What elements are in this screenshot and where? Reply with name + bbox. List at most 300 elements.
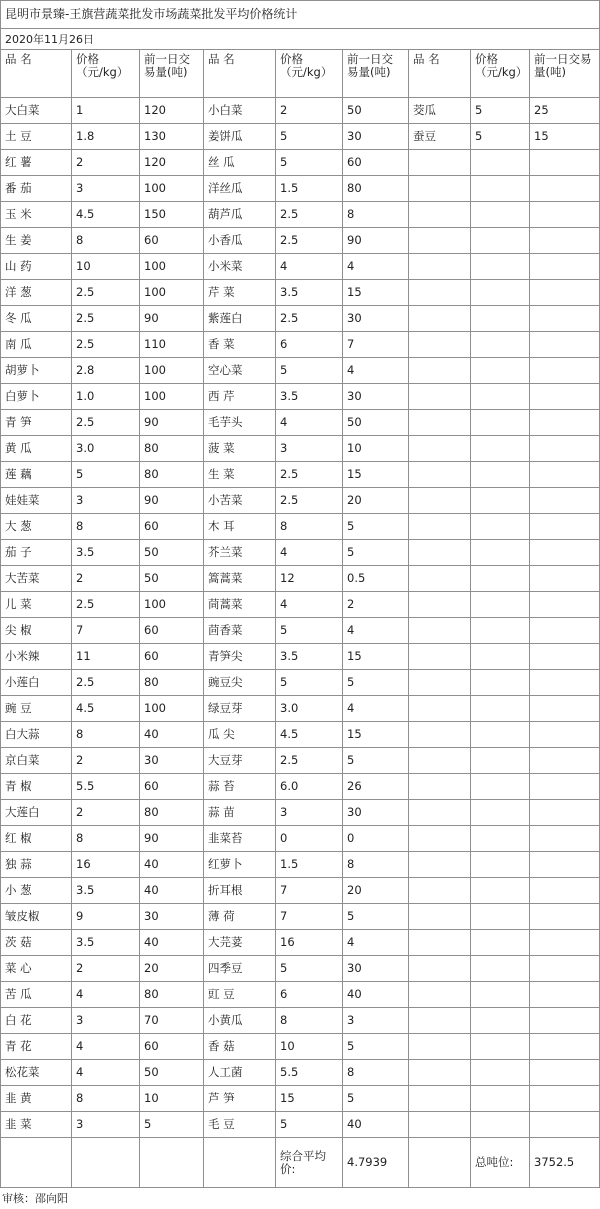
item-price-cell: 2.5 bbox=[276, 306, 343, 332]
table-row bbox=[1, 904, 600, 930]
item-name-cell bbox=[409, 332, 471, 358]
item-volume-cell: 110 bbox=[140, 332, 204, 358]
item-name-cell: 茄 子 bbox=[1, 540, 72, 566]
item-name-cell: 茭瓜 bbox=[409, 98, 471, 124]
item-name-cell: 冬 瓜 bbox=[1, 306, 72, 332]
item-volume-cell bbox=[530, 254, 600, 280]
item-volume-cell: 7 bbox=[343, 332, 409, 358]
table-row bbox=[1, 150, 600, 176]
item-volume-cell: 5 bbox=[140, 1112, 204, 1138]
item-volume-cell: 3 bbox=[343, 1008, 409, 1034]
item-price-cell: 2.5 bbox=[276, 462, 343, 488]
item-name-cell: 茼蒿菜 bbox=[204, 592, 276, 618]
item-name-cell: 四季豆 bbox=[204, 956, 276, 982]
item-price-cell bbox=[471, 956, 530, 982]
item-price-cell: 2.8 bbox=[72, 358, 140, 384]
item-price-cell: 4 bbox=[276, 540, 343, 566]
item-price-cell bbox=[471, 1060, 530, 1086]
item-name-cell bbox=[409, 540, 471, 566]
item-price-cell: 4 bbox=[72, 982, 140, 1008]
item-volume-cell: 100 bbox=[140, 280, 204, 306]
table-row bbox=[1, 1034, 600, 1060]
item-price-cell: 2.5 bbox=[72, 280, 140, 306]
item-volume-cell bbox=[530, 696, 600, 722]
item-volume-cell bbox=[530, 982, 600, 1008]
item-name-cell: 茴香菜 bbox=[204, 618, 276, 644]
item-name-cell: 瓜 尖 bbox=[204, 722, 276, 748]
item-price-cell bbox=[471, 306, 530, 332]
table-row bbox=[1, 956, 600, 982]
item-name-cell bbox=[409, 1060, 471, 1086]
item-name-cell bbox=[409, 956, 471, 982]
item-name-cell: 大苦菜 bbox=[1, 566, 72, 592]
item-price-cell: 4 bbox=[276, 254, 343, 280]
total-tonnage-value: 3752.5 bbox=[530, 1138, 600, 1188]
item-volume-cell: 90 bbox=[140, 306, 204, 332]
table-row bbox=[1, 878, 600, 904]
item-name-cell: 独 蒜 bbox=[1, 852, 72, 878]
item-volume-cell bbox=[530, 930, 600, 956]
item-price-cell: 8 bbox=[276, 514, 343, 540]
item-name-cell bbox=[409, 852, 471, 878]
table-row bbox=[1, 202, 600, 228]
item-price-cell bbox=[471, 982, 530, 1008]
item-name-cell: 小米辣 bbox=[1, 644, 72, 670]
item-volume-cell bbox=[530, 384, 600, 410]
item-price-cell bbox=[471, 384, 530, 410]
item-price-cell: 6 bbox=[276, 982, 343, 1008]
item-volume-cell: 30 bbox=[343, 306, 409, 332]
item-volume-cell: 100 bbox=[140, 384, 204, 410]
item-price-cell: 3 bbox=[276, 436, 343, 462]
item-volume-cell: 70 bbox=[140, 1008, 204, 1034]
header-cell: 价格（元/kg） bbox=[276, 50, 343, 98]
table-row bbox=[1, 670, 600, 696]
header-row bbox=[1, 50, 600, 98]
item-volume-cell: 150 bbox=[140, 202, 204, 228]
item-volume-cell: 80 bbox=[343, 176, 409, 202]
item-name-cell: 木 耳 bbox=[204, 514, 276, 540]
item-volume-cell: 60 bbox=[140, 228, 204, 254]
item-name-cell: 皱皮椒 bbox=[1, 904, 72, 930]
item-name-cell: 韭 黄 bbox=[1, 1086, 72, 1112]
item-name-cell: 菠 菜 bbox=[204, 436, 276, 462]
item-volume-cell: 40 bbox=[343, 982, 409, 1008]
item-price-cell: 4 bbox=[276, 592, 343, 618]
item-price-cell bbox=[471, 280, 530, 306]
item-name-cell: 毛芋头 bbox=[204, 410, 276, 436]
item-volume-cell bbox=[530, 748, 600, 774]
item-volume-cell bbox=[530, 150, 600, 176]
item-price-cell: 8 bbox=[72, 514, 140, 540]
item-price-cell bbox=[471, 358, 530, 384]
item-name-cell bbox=[409, 826, 471, 852]
item-price-cell bbox=[471, 462, 530, 488]
item-price-cell: 7 bbox=[276, 878, 343, 904]
item-name-cell: 豌 豆 bbox=[1, 696, 72, 722]
item-name-cell: 大豆芽 bbox=[204, 748, 276, 774]
item-name-cell: 豇 豆 bbox=[204, 982, 276, 1008]
item-volume-cell: 8 bbox=[343, 1060, 409, 1086]
item-name-cell: 小白菜 bbox=[204, 98, 276, 124]
item-name-cell: 篙蒿菜 bbox=[204, 566, 276, 592]
empty-cell bbox=[140, 1138, 204, 1188]
item-name-cell: 薄 荷 bbox=[204, 904, 276, 930]
item-volume-cell: 40 bbox=[343, 1112, 409, 1138]
item-price-cell: 3.5 bbox=[276, 644, 343, 670]
item-price-cell: 16 bbox=[72, 852, 140, 878]
item-price-cell bbox=[471, 826, 530, 852]
item-volume-cell: 15 bbox=[343, 280, 409, 306]
item-price-cell: 2.5 bbox=[72, 592, 140, 618]
table-row bbox=[1, 1008, 600, 1034]
item-name-cell: 大莲白 bbox=[1, 800, 72, 826]
item-volume-cell: 80 bbox=[140, 436, 204, 462]
empty-cell bbox=[1, 1138, 72, 1188]
item-volume-cell bbox=[530, 644, 600, 670]
item-name-cell: 黄 瓜 bbox=[1, 436, 72, 462]
item-price-cell: 4 bbox=[72, 1034, 140, 1060]
table-row bbox=[1, 930, 600, 956]
item-price-cell bbox=[471, 904, 530, 930]
item-price-cell bbox=[471, 1112, 530, 1138]
item-name-cell: 菜 心 bbox=[1, 956, 72, 982]
item-price-cell: 1 bbox=[72, 98, 140, 124]
item-price-cell: 5 bbox=[276, 1112, 343, 1138]
item-name-cell: 大白菜 bbox=[1, 98, 72, 124]
item-volume-cell: 15 bbox=[343, 644, 409, 670]
item-volume-cell: 100 bbox=[140, 254, 204, 280]
table-row bbox=[1, 98, 600, 124]
item-price-cell: 2.5 bbox=[72, 306, 140, 332]
item-volume-cell: 2 bbox=[343, 592, 409, 618]
item-price-cell bbox=[471, 930, 530, 956]
item-price-cell: 3.0 bbox=[72, 436, 140, 462]
item-name-cell bbox=[409, 982, 471, 1008]
item-volume-cell: 40 bbox=[140, 878, 204, 904]
item-name-cell: 韭 菜 bbox=[1, 1112, 72, 1138]
header-cell: 前一日交易量(吨) bbox=[343, 50, 409, 98]
item-name-cell: 大 葱 bbox=[1, 514, 72, 540]
item-volume-cell: 130 bbox=[140, 124, 204, 150]
item-volume-cell: 4 bbox=[343, 358, 409, 384]
item-price-cell: 11 bbox=[72, 644, 140, 670]
item-volume-cell bbox=[530, 462, 600, 488]
item-price-cell: 7 bbox=[72, 618, 140, 644]
table-row bbox=[1, 644, 600, 670]
table-row bbox=[1, 696, 600, 722]
item-volume-cell: 5 bbox=[343, 904, 409, 930]
header-cell: 前一日交易量(吨) bbox=[530, 50, 600, 98]
item-price-cell: 4 bbox=[276, 410, 343, 436]
item-price-cell bbox=[471, 150, 530, 176]
item-volume-cell: 30 bbox=[140, 904, 204, 930]
item-volume-cell: 5 bbox=[343, 540, 409, 566]
item-price-cell bbox=[471, 202, 530, 228]
item-price-cell: 2 bbox=[72, 800, 140, 826]
table-row bbox=[1, 176, 600, 202]
item-price-cell: 5 bbox=[72, 462, 140, 488]
item-volume-cell: 4 bbox=[343, 930, 409, 956]
item-price-cell: 16 bbox=[276, 930, 343, 956]
item-volume-cell: 60 bbox=[343, 150, 409, 176]
item-volume-cell bbox=[530, 670, 600, 696]
item-price-cell bbox=[471, 644, 530, 670]
table-row bbox=[1, 722, 600, 748]
item-volume-cell bbox=[530, 904, 600, 930]
item-name-cell bbox=[409, 1034, 471, 1060]
item-price-cell: 2.5 bbox=[276, 488, 343, 514]
table-row bbox=[1, 124, 600, 150]
item-price-cell: 3 bbox=[276, 800, 343, 826]
item-price-cell: 4.5 bbox=[72, 202, 140, 228]
item-price-cell: 2 bbox=[72, 150, 140, 176]
table-row bbox=[1, 306, 600, 332]
item-price-cell: 3.5 bbox=[72, 878, 140, 904]
table-row bbox=[1, 332, 600, 358]
item-name-cell bbox=[409, 696, 471, 722]
table-row bbox=[1, 410, 600, 436]
item-name-cell: 小莲白 bbox=[1, 670, 72, 696]
item-name-cell bbox=[409, 254, 471, 280]
item-price-cell: 3 bbox=[72, 1008, 140, 1034]
item-volume-cell bbox=[530, 878, 600, 904]
item-volume-cell: 90 bbox=[140, 410, 204, 436]
item-volume-cell: 30 bbox=[343, 800, 409, 826]
item-volume-cell bbox=[530, 1086, 600, 1112]
table-row bbox=[1, 1086, 600, 1112]
item-volume-cell: 20 bbox=[343, 878, 409, 904]
item-name-cell bbox=[409, 176, 471, 202]
item-price-cell: 2 bbox=[72, 566, 140, 592]
item-volume-cell: 8 bbox=[343, 202, 409, 228]
item-price-cell: 0 bbox=[276, 826, 343, 852]
item-volume-cell: 40 bbox=[140, 722, 204, 748]
item-name-cell bbox=[409, 774, 471, 800]
item-name-cell: 小苦菜 bbox=[204, 488, 276, 514]
item-volume-cell: 80 bbox=[140, 800, 204, 826]
item-name-cell: 葫芦瓜 bbox=[204, 202, 276, 228]
item-volume-cell: 4 bbox=[343, 618, 409, 644]
item-volume-cell bbox=[530, 202, 600, 228]
item-name-cell bbox=[409, 436, 471, 462]
item-name-cell: 娃娃菜 bbox=[1, 488, 72, 514]
item-price-cell: 3.0 bbox=[276, 696, 343, 722]
reviewer-note: 审核：邵向阳 bbox=[2, 1192, 68, 1205]
table-row bbox=[1, 592, 600, 618]
item-price-cell: 5 bbox=[276, 124, 343, 150]
item-name-cell: 香 菇 bbox=[204, 1034, 276, 1060]
item-price-cell: 2 bbox=[276, 98, 343, 124]
item-name-cell: 人工菌 bbox=[204, 1060, 276, 1086]
item-name-cell: 芦 笋 bbox=[204, 1086, 276, 1112]
item-volume-cell: 30 bbox=[343, 384, 409, 410]
item-price-cell: 5.5 bbox=[72, 774, 140, 800]
item-price-cell bbox=[471, 800, 530, 826]
item-name-cell: 京白菜 bbox=[1, 748, 72, 774]
item-volume-cell: 60 bbox=[140, 618, 204, 644]
item-volume-cell: 120 bbox=[140, 98, 204, 124]
table-row bbox=[1, 514, 600, 540]
item-name-cell: 茨 菇 bbox=[1, 930, 72, 956]
item-price-cell bbox=[471, 670, 530, 696]
table-row bbox=[1, 462, 600, 488]
item-name-cell: 白大蒜 bbox=[1, 722, 72, 748]
item-volume-cell: 60 bbox=[140, 774, 204, 800]
item-name-cell: 土 豆 bbox=[1, 124, 72, 150]
table-row bbox=[1, 774, 600, 800]
item-price-cell bbox=[471, 774, 530, 800]
item-price-cell: 15 bbox=[276, 1086, 343, 1112]
item-name-cell bbox=[409, 722, 471, 748]
table-row bbox=[1, 982, 600, 1008]
table-row bbox=[1, 1112, 600, 1138]
item-volume-cell: 120 bbox=[140, 150, 204, 176]
item-volume-cell: 4 bbox=[343, 696, 409, 722]
item-name-cell bbox=[409, 618, 471, 644]
item-name-cell: 山 药 bbox=[1, 254, 72, 280]
item-volume-cell: 15 bbox=[343, 462, 409, 488]
item-volume-cell bbox=[530, 176, 600, 202]
item-volume-cell bbox=[530, 592, 600, 618]
item-name-cell: 苦 瓜 bbox=[1, 982, 72, 1008]
date-row bbox=[1, 29, 600, 50]
item-price-cell: 3.5 bbox=[72, 930, 140, 956]
item-volume-cell bbox=[530, 280, 600, 306]
header-cell: 价格（元/kg） bbox=[471, 50, 530, 98]
item-name-cell: 大芫荽 bbox=[204, 930, 276, 956]
item-volume-cell: 20 bbox=[140, 956, 204, 982]
item-name-cell: 蒜 苔 bbox=[204, 774, 276, 800]
item-volume-cell bbox=[530, 514, 600, 540]
header-cell: 前一日交易量(吨) bbox=[140, 50, 204, 98]
item-name-cell: 芥兰菜 bbox=[204, 540, 276, 566]
item-name-cell: 香 菜 bbox=[204, 332, 276, 358]
item-name-cell bbox=[409, 488, 471, 514]
item-price-cell: 9 bbox=[72, 904, 140, 930]
table-row bbox=[1, 1060, 600, 1086]
item-price-cell bbox=[471, 696, 530, 722]
empty-cell bbox=[204, 1138, 276, 1188]
item-volume-cell: 20 bbox=[343, 488, 409, 514]
item-name-cell: 丝 瓜 bbox=[204, 150, 276, 176]
header-cell: 品 名 bbox=[409, 50, 471, 98]
item-name-cell bbox=[409, 306, 471, 332]
item-price-cell bbox=[471, 514, 530, 540]
item-name-cell bbox=[409, 384, 471, 410]
header-cell: 品 名 bbox=[1, 50, 72, 98]
item-price-cell: 2.5 bbox=[276, 228, 343, 254]
item-volume-cell: 50 bbox=[140, 1060, 204, 1086]
item-name-cell: 小香瓜 bbox=[204, 228, 276, 254]
item-volume-cell: 100 bbox=[140, 358, 204, 384]
item-name-cell: 小黄瓜 bbox=[204, 1008, 276, 1034]
item-volume-cell bbox=[530, 826, 600, 852]
item-name-cell: 尖 椒 bbox=[1, 618, 72, 644]
item-name-cell: 青笋尖 bbox=[204, 644, 276, 670]
item-name-cell bbox=[409, 1112, 471, 1138]
table-row bbox=[1, 358, 600, 384]
item-price-cell: 5 bbox=[276, 150, 343, 176]
item-volume-cell: 30 bbox=[140, 748, 204, 774]
item-volume-cell: 30 bbox=[343, 956, 409, 982]
item-price-cell: 2.5 bbox=[72, 670, 140, 696]
item-name-cell bbox=[409, 748, 471, 774]
item-name-cell bbox=[409, 280, 471, 306]
item-name-cell: 蚕豆 bbox=[409, 124, 471, 150]
item-volume-cell: 60 bbox=[140, 514, 204, 540]
table-row bbox=[1, 254, 600, 280]
table-row bbox=[1, 618, 600, 644]
item-price-cell bbox=[471, 618, 530, 644]
item-price-cell: 6.0 bbox=[276, 774, 343, 800]
item-price-cell bbox=[471, 436, 530, 462]
item-volume-cell bbox=[530, 618, 600, 644]
item-volume-cell bbox=[530, 800, 600, 826]
item-volume-cell: 90 bbox=[343, 228, 409, 254]
item-volume-cell: 0 bbox=[343, 826, 409, 852]
item-name-cell bbox=[409, 592, 471, 618]
item-price-cell: 5 bbox=[276, 670, 343, 696]
table-row bbox=[1, 540, 600, 566]
item-price-cell: 5 bbox=[276, 956, 343, 982]
item-name-cell: 韭菜苔 bbox=[204, 826, 276, 852]
item-name-cell: 番 茄 bbox=[1, 176, 72, 202]
item-price-cell: 3.5 bbox=[72, 540, 140, 566]
item-price-cell: 8 bbox=[72, 722, 140, 748]
item-price-cell bbox=[471, 592, 530, 618]
sheet-date: 2020年11月26日 bbox=[1, 29, 600, 50]
item-name-cell bbox=[409, 358, 471, 384]
item-name-cell bbox=[409, 670, 471, 696]
table-row bbox=[1, 436, 600, 462]
table-row bbox=[1, 488, 600, 514]
item-price-cell bbox=[471, 410, 530, 436]
item-volume-cell: 80 bbox=[140, 462, 204, 488]
item-price-cell bbox=[471, 722, 530, 748]
item-price-cell: 3 bbox=[72, 1112, 140, 1138]
sheet-title: 昆明市景臻-王旗营蔬菜批发市场蔬菜批发平均价格统计 bbox=[1, 1, 600, 29]
item-volume-cell: 5 bbox=[343, 670, 409, 696]
item-volume-cell: 15 bbox=[530, 124, 600, 150]
item-volume-cell: 100 bbox=[140, 176, 204, 202]
item-name-cell bbox=[409, 410, 471, 436]
item-price-cell bbox=[471, 540, 530, 566]
item-price-cell bbox=[471, 748, 530, 774]
item-volume-cell bbox=[530, 566, 600, 592]
item-price-cell: 2 bbox=[72, 748, 140, 774]
item-name-cell: 红 薯 bbox=[1, 150, 72, 176]
item-price-cell: 4.5 bbox=[72, 696, 140, 722]
item-volume-cell: 80 bbox=[140, 982, 204, 1008]
item-volume-cell: 26 bbox=[343, 774, 409, 800]
item-name-cell: 姜饼瓜 bbox=[204, 124, 276, 150]
item-name-cell: 白 花 bbox=[1, 1008, 72, 1034]
item-price-cell: 1.5 bbox=[276, 852, 343, 878]
item-name-cell: 洋 葱 bbox=[1, 280, 72, 306]
header-cell: 价格（元/kg） bbox=[72, 50, 140, 98]
table-row bbox=[1, 826, 600, 852]
item-name-cell bbox=[409, 904, 471, 930]
item-volume-cell bbox=[530, 1060, 600, 1086]
avg-price-value: 4.7939 bbox=[343, 1138, 409, 1188]
item-volume-cell: 10 bbox=[343, 436, 409, 462]
table-row bbox=[1, 566, 600, 592]
item-volume-cell: 80 bbox=[140, 670, 204, 696]
item-price-cell: 10 bbox=[276, 1034, 343, 1060]
table-row bbox=[1, 852, 600, 878]
item-price-cell: 5.5 bbox=[276, 1060, 343, 1086]
